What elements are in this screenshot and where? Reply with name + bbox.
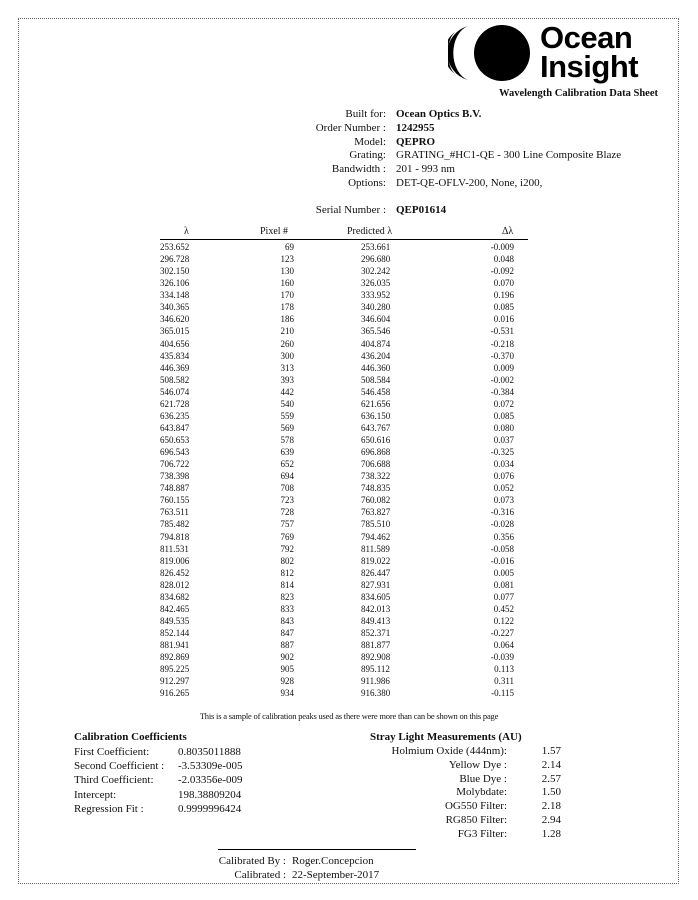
cell-wavelength: 738.398 — [160, 471, 190, 482]
calibration-table-header — [160, 226, 528, 240]
coefficients-list — [74, 745, 242, 816]
coefficient-row — [74, 788, 242, 802]
info-label: Options: — [348, 176, 386, 189]
cell-predicted: 296.680 — [361, 254, 391, 265]
cell-wavelength: 819.006 — [160, 555, 190, 566]
cell-delta: -0.039 — [490, 652, 514, 663]
cell-delta: 0.009 — [493, 362, 514, 373]
info-row-model — [270, 136, 621, 150]
table-row — [160, 374, 528, 386]
cell-pixel: 130 — [280, 266, 294, 277]
stray-light-label: Molybdate: — [456, 786, 507, 799]
cell-wavelength: 811.531 — [160, 543, 189, 554]
info-label: Built for: — [345, 108, 386, 120]
cell-delta: 0.070 — [493, 278, 514, 289]
stray-light-label: RG850 Filter: — [445, 813, 507, 826]
cell-delta: -0.384 — [490, 386, 514, 397]
cell-delta: 0.073 — [493, 495, 514, 506]
table-row — [160, 241, 528, 253]
cell-pixel: 812 — [280, 567, 294, 578]
cell-predicted: 748.835 — [361, 483, 391, 494]
cell-pixel: 757 — [280, 519, 294, 530]
cell-pixel: 652 — [280, 459, 294, 470]
stray-light-label: Yellow Dye : — [448, 758, 507, 771]
cell-wavelength: 763.511 — [160, 507, 189, 518]
cell-pixel: 843 — [280, 615, 294, 626]
table-row — [160, 410, 528, 422]
cell-delta: -0.370 — [490, 350, 514, 361]
cell-delta: -0.092 — [490, 266, 514, 277]
coefficient-value: -3.53309e-005 — [178, 760, 243, 773]
cell-pixel: 902 — [280, 652, 294, 663]
calibrated-by-label: Calibrated By : — [218, 855, 286, 867]
cell-pixel: 178 — [280, 302, 294, 313]
info-value: QEPRO — [396, 135, 436, 148]
logo-word-insight: Insight — [540, 49, 639, 84]
cell-predicted: 446.360 — [361, 362, 391, 373]
info-value: Ocean Optics B.V. — [396, 108, 482, 120]
table-row — [160, 253, 528, 265]
coefficient-row — [74, 773, 242, 787]
cell-pixel: 540 — [280, 398, 294, 409]
stray-light-row — [360, 786, 561, 800]
cell-wavelength: 508.582 — [160, 374, 190, 385]
cell-wavelength: 446.369 — [160, 362, 190, 373]
cell-predicted: 760.082 — [361, 495, 391, 506]
stray-light-label: Holmium Oxide (444nm): — [391, 745, 507, 757]
cell-predicted: 643.767 — [361, 422, 391, 433]
signature-line — [218, 849, 416, 850]
cell-predicted: 650.616 — [361, 435, 391, 445]
cell-predicted: 881.877 — [361, 640, 391, 651]
stray-light-value: 1.50 — [541, 786, 561, 799]
cell-wavelength: 892.869 — [160, 652, 190, 663]
cell-wavelength: 546.074 — [160, 386, 190, 397]
cell-wavelength: 326.106 — [160, 278, 190, 289]
cell-pixel: 887 — [280, 640, 294, 651]
stray-light-row — [360, 759, 561, 773]
cell-delta: 0.005 — [493, 567, 514, 578]
cell-wavelength: 881.941 — [160, 640, 190, 651]
coefficient-row — [74, 802, 242, 816]
cell-predicted: 404.874 — [361, 338, 391, 349]
table-row — [160, 434, 528, 446]
cell-wavelength: 302.150 — [160, 266, 190, 277]
info-row-bandwidth — [270, 163, 621, 177]
coefficient-value: 0.9999996424 — [178, 802, 242, 815]
cell-pixel: 639 — [280, 447, 294, 458]
cell-predicted: 346.604 — [361, 314, 391, 325]
serial-number-label: Serial Number : — [315, 204, 386, 216]
cell-pixel: 847 — [280, 628, 294, 638]
cell-predicted: 834.605 — [361, 591, 391, 602]
column-header-pixel: Pixel # — [260, 226, 289, 237]
table-row — [160, 446, 528, 458]
coefficient-label: First Coefficient: — [74, 746, 150, 758]
cell-delta: 0.076 — [493, 471, 514, 482]
cell-pixel: 723 — [280, 495, 294, 506]
cell-wavelength: 760.155 — [160, 495, 190, 506]
document-title: Wavelength Calibration Data Sheet — [499, 88, 658, 99]
cell-wavelength: 643.847 — [160, 422, 190, 433]
cell-delta: -0.016 — [490, 555, 514, 566]
cell-delta: -0.028 — [490, 519, 514, 530]
info-row-grating — [270, 149, 621, 163]
cell-delta: 0.452 — [493, 603, 514, 614]
table-row — [160, 579, 528, 591]
cell-delta: -0.316 — [490, 507, 514, 518]
cell-delta: -0.227 — [490, 628, 514, 638]
cell-predicted: 436.204 — [361, 350, 391, 361]
calibrated-by-row — [200, 854, 379, 868]
cell-pixel: 905 — [280, 664, 294, 675]
coefficient-value: 198.38809204 — [178, 788, 242, 801]
cell-wavelength: 834.682 — [160, 591, 190, 602]
stray-light-label: FG3 Filter: — [457, 827, 507, 840]
info-row-order-number — [270, 122, 621, 136]
cell-pixel: 928 — [280, 676, 294, 687]
cell-delta: 0.196 — [493, 290, 514, 301]
table-row — [160, 603, 528, 615]
cell-predicted: 706.688 — [361, 459, 391, 470]
table-row — [160, 675, 528, 687]
cell-delta: 0.037 — [493, 435, 514, 445]
table-row — [160, 531, 528, 543]
cell-wavelength: 340.365 — [160, 302, 190, 313]
table-row — [160, 482, 528, 494]
table-row — [160, 543, 528, 555]
calibrated-date-label: Calibrated : — [234, 869, 286, 881]
cell-delta: 0.072 — [493, 398, 514, 409]
table-row — [160, 687, 528, 699]
coefficients-title: Calibration Coefficients — [74, 731, 187, 743]
cell-predicted: 911.986 — [361, 676, 390, 687]
info-label: Order Number : — [315, 121, 386, 134]
info-value: DET-QE-OFLV-200, None, i200, — [396, 176, 543, 189]
cell-pixel: 694 — [280, 471, 294, 482]
table-row — [160, 301, 528, 313]
cell-predicted: 916.380 — [361, 688, 391, 699]
cell-delta: 0.311 — [494, 676, 514, 687]
cell-delta: 0.113 — [494, 664, 514, 675]
info-value: 201 - 993 nm — [396, 163, 455, 176]
table-row — [160, 386, 528, 398]
cell-delta: 0.122 — [493, 615, 514, 626]
stray-light-row — [360, 773, 561, 787]
stray-light-value: 1.57 — [541, 745, 561, 757]
table-row — [160, 265, 528, 277]
cell-delta: 0.034 — [493, 459, 514, 470]
column-header-delta: Δλ — [502, 226, 514, 237]
stray-light-row — [360, 745, 561, 759]
info-row-built-for — [270, 108, 621, 122]
cell-pixel: 260 — [280, 338, 294, 349]
coefficient-label: Third Coefficient: — [74, 774, 154, 787]
table-row — [160, 627, 528, 639]
cell-delta: 0.080 — [493, 422, 514, 433]
cell-delta: 0.064 — [493, 640, 514, 651]
stray-light-list — [360, 745, 561, 841]
cell-wavelength: 621.728 — [160, 398, 190, 409]
ocean-insight-logo-mark-icon — [448, 22, 534, 84]
table-row — [160, 494, 528, 506]
cell-wavelength: 334.148 — [160, 290, 190, 301]
cell-wavelength: 636.235 — [160, 410, 190, 421]
table-row — [160, 458, 528, 470]
cell-pixel: 170 — [280, 290, 294, 301]
table-row — [160, 506, 528, 518]
coefficient-value: 0.8035011888 — [178, 746, 241, 758]
cell-wavelength: 365.015 — [160, 326, 190, 337]
cell-wavelength: 706.722 — [160, 459, 190, 470]
table-row — [160, 651, 528, 663]
coefficient-label: Second Coefficient : — [74, 760, 165, 773]
cell-predicted: 826.447 — [361, 567, 391, 578]
cell-wavelength: 895.225 — [160, 664, 190, 675]
table-row — [160, 338, 528, 350]
table-row — [160, 313, 528, 325]
cell-pixel: 300 — [280, 350, 294, 361]
serial-number-value: QEP01614 — [396, 204, 447, 216]
signature-block — [200, 854, 379, 882]
cell-delta: -0.531 — [490, 326, 514, 337]
stray-light-title: Stray Light Measurements (AU) — [370, 731, 522, 743]
cell-delta: 0.077 — [493, 591, 514, 602]
cell-predicted: 621.656 — [361, 398, 391, 409]
cell-pixel: 160 — [280, 278, 294, 289]
cell-wavelength: 748.887 — [160, 483, 190, 494]
stray-light-row — [360, 800, 561, 814]
cell-pixel: 769 — [280, 531, 294, 542]
cell-predicted: 811.589 — [361, 543, 390, 554]
column-header-predicted: Predicted λ — [347, 226, 393, 237]
cell-delta: -0.115 — [491, 688, 514, 699]
stray-light-value: 1.28 — [541, 827, 561, 840]
cell-pixel: 442 — [280, 386, 294, 397]
cell-pixel: 313 — [280, 362, 294, 373]
info-value: 1242955 — [396, 121, 435, 134]
table-row — [160, 362, 528, 374]
cell-delta: 0.048 — [493, 254, 514, 265]
cell-pixel: 708 — [280, 483, 294, 494]
cell-delta: 0.085 — [493, 410, 514, 421]
cell-predicted: 546.458 — [361, 386, 391, 397]
stray-light-row — [360, 828, 561, 842]
cell-pixel: 186 — [280, 314, 294, 325]
cell-wavelength: 696.543 — [160, 447, 190, 458]
table-row — [160, 567, 528, 579]
info-label: Grating: — [349, 149, 386, 162]
cell-predicted: 785.510 — [361, 519, 391, 530]
cell-wavelength: 785.482 — [160, 519, 190, 530]
cell-predicted: 738.322 — [361, 471, 391, 482]
cell-pixel: 123 — [280, 254, 294, 265]
info-value: GRATING_#HC1-QE - 300 Line Composite Blaze — [396, 149, 622, 162]
calibrated-date-value: 22-September-2017 — [292, 869, 380, 881]
stray-light-label: Blue Dye : — [459, 772, 507, 785]
cell-delta: 0.356 — [493, 531, 514, 542]
table-row — [160, 277, 528, 289]
cell-predicted: 253.661 — [361, 242, 391, 252]
cell-predicted: 895.112 — [361, 664, 390, 675]
cell-wavelength: 296.728 — [160, 254, 190, 265]
coefficient-value: -2.03356e-009 — [178, 774, 243, 787]
stray-light-value: 2.57 — [541, 772, 561, 785]
cell-wavelength: 849.535 — [160, 615, 190, 626]
cell-pixel: 802 — [280, 555, 294, 566]
cell-wavelength: 828.012 — [160, 579, 190, 590]
cell-predicted: 819.022 — [361, 555, 391, 566]
calibrated-date-row — [200, 868, 379, 882]
cell-predicted: 852.371 — [361, 628, 391, 638]
table-row — [160, 350, 528, 362]
cell-delta: -0.325 — [490, 447, 514, 458]
table-row — [160, 422, 528, 434]
cell-predicted: 827.931 — [361, 579, 391, 590]
table-row — [160, 289, 528, 301]
cell-predicted: 302.242 — [361, 266, 391, 277]
table-row — [160, 398, 528, 410]
cell-wavelength: 852.144 — [160, 628, 190, 638]
sample-note: This is a sample of calibration peaks used as there were more than can be shown on this page — [199, 711, 499, 721]
cell-wavelength: 346.620 — [160, 314, 190, 325]
coefficient-label: Intercept: — [74, 788, 117, 801]
cell-predicted: 794.462 — [361, 531, 391, 542]
coefficient-label: Regression Fit : — [74, 802, 144, 815]
instrument-info — [270, 108, 621, 191]
cell-pixel: 69 — [285, 242, 294, 252]
cell-delta: -0.218 — [490, 338, 514, 349]
stray-light-label: OG550 Filter: — [444, 800, 507, 812]
cell-predicted: 696.868 — [361, 447, 391, 458]
coefficient-row — [74, 759, 242, 773]
cell-predicted: 892.908 — [361, 652, 391, 663]
cell-pixel: 578 — [280, 435, 294, 445]
cell-pixel: 559 — [280, 410, 294, 421]
cell-pixel: 393 — [280, 374, 294, 385]
cell-wavelength: 404.656 — [160, 338, 190, 349]
cell-predicted: 763.827 — [361, 507, 391, 518]
info-row-options — [270, 177, 621, 191]
cell-pixel: 569 — [280, 422, 294, 433]
cell-predicted: 365.546 — [361, 326, 391, 337]
calibration-table-body — [160, 241, 528, 699]
cell-pixel: 792 — [280, 543, 294, 554]
cell-predicted: 508.584 — [361, 374, 391, 385]
coefficient-row — [74, 745, 242, 759]
cell-wavelength: 826.452 — [160, 567, 190, 578]
table-row — [160, 518, 528, 530]
table-row — [160, 591, 528, 603]
cell-wavelength: 842.465 — [160, 603, 190, 614]
serial-number — [270, 204, 446, 216]
cell-wavelength: 650.653 — [160, 435, 190, 445]
cell-wavelength: 794.818 — [160, 531, 190, 542]
cell-pixel: 814 — [280, 579, 294, 590]
cell-pixel: 210 — [280, 326, 294, 337]
stray-light-value: 2.94 — [541, 813, 561, 826]
table-row — [160, 470, 528, 482]
cell-predicted: 849.413 — [361, 615, 391, 626]
logo-word-ocean: Ocean — [540, 20, 633, 55]
cell-wavelength: 253.652 — [160, 242, 190, 252]
stray-light-value: 2.18 — [541, 800, 561, 812]
column-header-wavelength: λ — [184, 226, 189, 237]
cell-predicted: 340.280 — [361, 302, 391, 313]
table-row — [160, 615, 528, 627]
table-row — [160, 663, 528, 675]
cell-delta: 0.081 — [493, 579, 514, 590]
cell-predicted: 636.150 — [361, 410, 391, 421]
info-label: Model: — [354, 135, 386, 148]
table-row — [160, 555, 528, 567]
cell-pixel: 728 — [280, 507, 294, 518]
cell-predicted: 326.035 — [361, 278, 391, 289]
info-label: Bandwidth : — [331, 163, 386, 176]
cell-delta: -0.002 — [490, 374, 514, 385]
calibrated-by-value: Roger.Concepcion — [292, 855, 374, 867]
cell-pixel: 823 — [280, 591, 294, 602]
table-row — [160, 639, 528, 651]
cell-pixel: 934 — [280, 688, 294, 699]
ocean-insight-logo — [448, 20, 660, 86]
cell-wavelength: 912.297 — [160, 676, 190, 687]
cell-delta: 0.052 — [493, 483, 514, 494]
cell-pixel: 833 — [280, 603, 294, 614]
stray-light-row — [360, 814, 561, 828]
cell-delta: -0.009 — [490, 242, 514, 252]
cell-delta: -0.058 — [490, 543, 514, 554]
cell-delta: 0.085 — [493, 302, 514, 313]
cell-delta: 0.016 — [493, 314, 514, 325]
table-row — [160, 325, 528, 337]
cell-wavelength: 435.834 — [160, 350, 190, 361]
cell-wavelength: 916.265 — [160, 688, 190, 699]
cell-predicted: 842.013 — [361, 603, 391, 614]
cell-predicted: 333.952 — [361, 290, 391, 301]
stray-light-value: 2.14 — [541, 758, 561, 771]
